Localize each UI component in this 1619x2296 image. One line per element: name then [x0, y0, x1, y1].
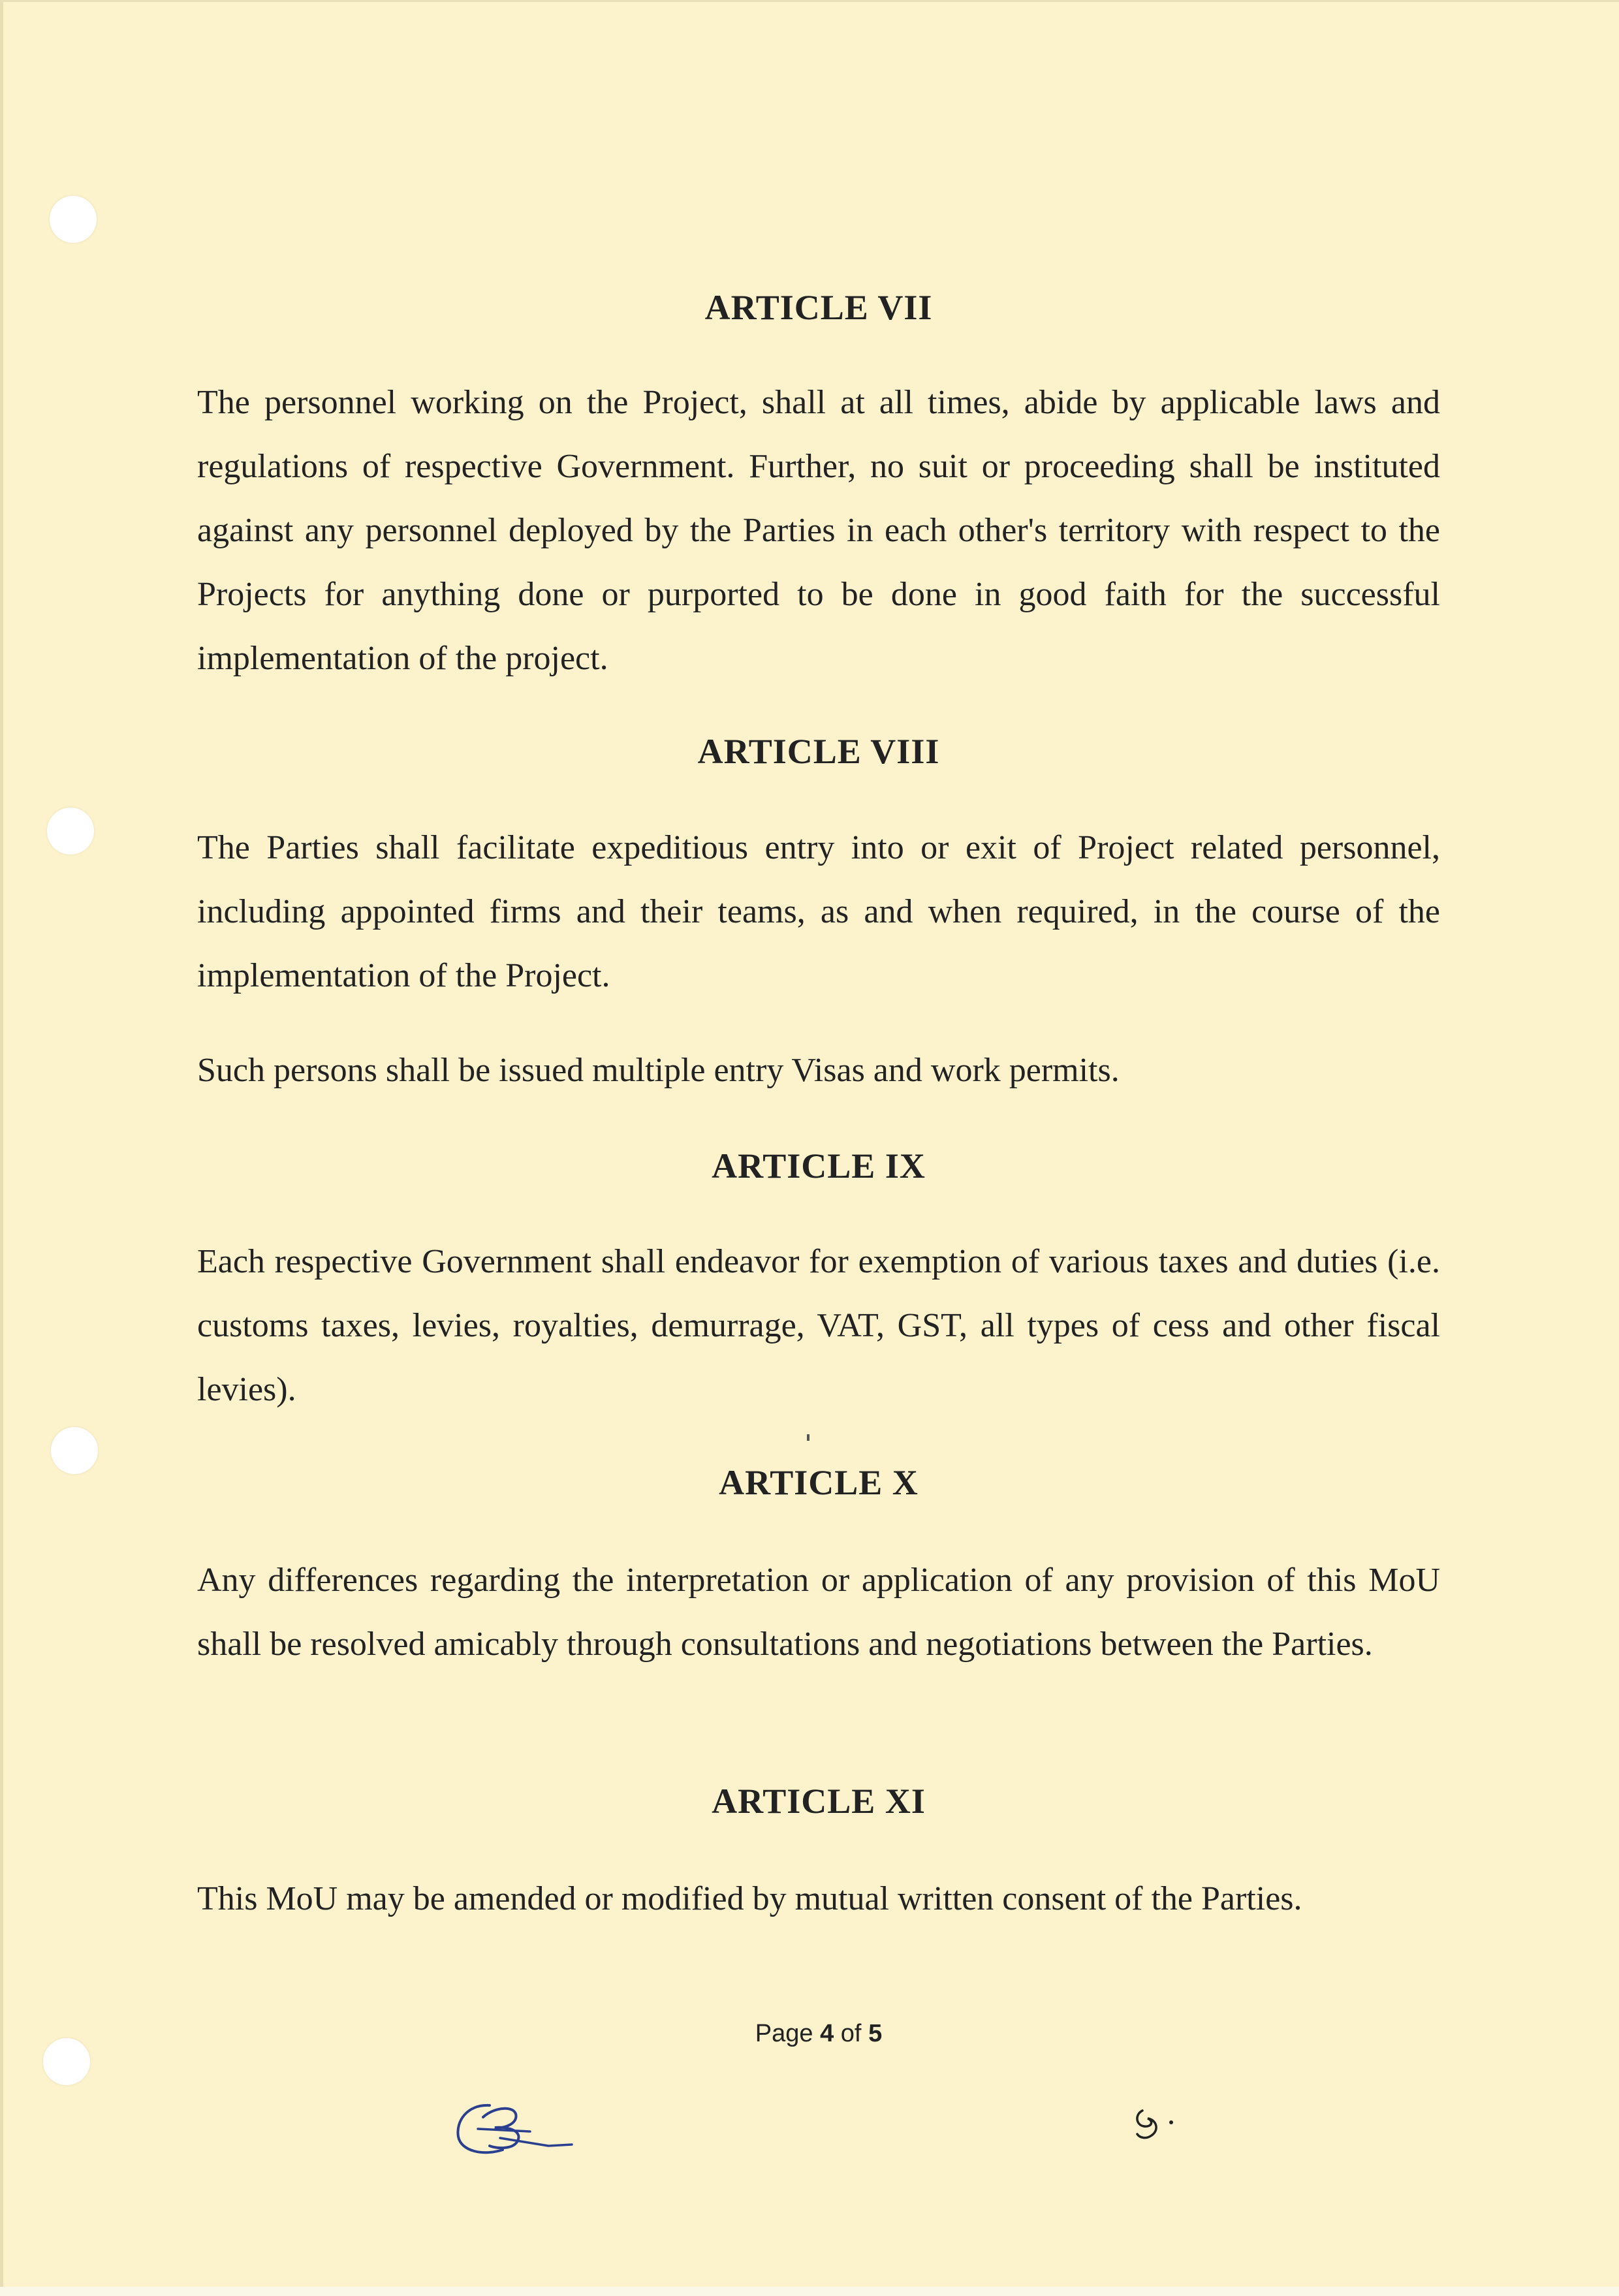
page-word: Page [755, 2020, 813, 2047]
article-paragraph: The personnel working on the Project, shall at all times, abide by applicable laws and regulations of respective Government. Further, no suit or proceeding shall be instituted against any personnel deployed by the Parties in each other's territory with respect to the Projects for anything done or purported to be done in good faith for the successful implementation of the project. [197, 384, 1440, 677]
punch-hole [50, 196, 97, 243]
article-heading: ARTICLE IX [712, 1146, 926, 1186]
page-of: of [840, 2020, 862, 2047]
page-edge-bottom [0, 2287, 1619, 2296]
article-heading: ARTICLE X [719, 1463, 919, 1502]
scan-speck [807, 1434, 810, 1441]
punch-hole [47, 808, 94, 855]
signature-initials-right [1128, 2099, 1187, 2151]
article-heading: ARTICLE VIII [697, 732, 940, 771]
page-edge-top [0, 0, 1619, 2]
page-current: 4 [820, 2020, 834, 2047]
article-heading: ARTICLE VII [704, 288, 933, 327]
page-total: 5 [868, 2020, 883, 2047]
article-paragraph: This MoU may be amended or modified by mutual written consent of the Parties. [197, 1880, 1302, 1917]
article-paragraph: Any differences regarding the interpretation or application of any provision of this MoU shall be resolved amicably through consultations and negotiations between the Parties. [197, 1562, 1440, 1663]
page-number [0, 2020, 1619, 2048]
signature-initials-left [444, 2086, 581, 2164]
article-paragraph: The Parties shall facilitate expeditious entry into or exit of Project related personnel, including appointed firms and their teams, as and when required, in the course of the implementation of the Project. [197, 829, 1440, 994]
article-paragraph: Each respective Government shall endeavor for exemption of various taxes and duties (i.e. customs taxes, levies, royalties, demurrage, VAT, GST, all types of cess and other fiscal levies). [197, 1243, 1440, 1408]
article-heading: ARTICLE XI [712, 1782, 926, 1821]
article-paragraph: Such persons shall be issued multiple entry Visas and work permits. [197, 1052, 1120, 1089]
